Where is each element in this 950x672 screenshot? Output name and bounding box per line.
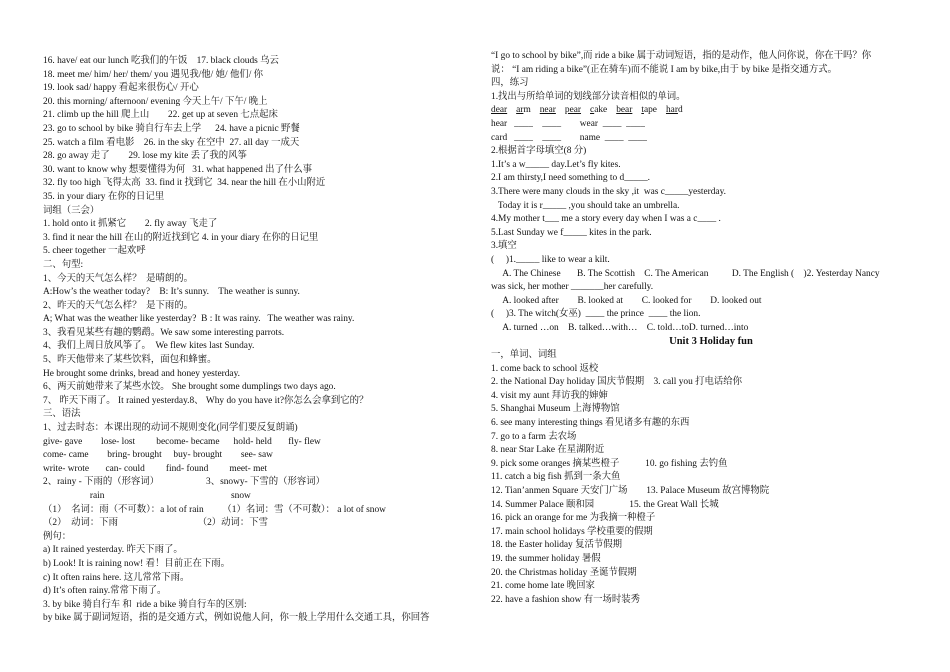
text-line: 3、我看见某些有趣的鹦鹉。We saw some interesting parrots. xyxy=(43,327,285,338)
fill-in-lines xyxy=(491,159,931,241)
text-line: 3. by bike 骑自行车 和 ride a bike 骑自行车的区别: xyxy=(43,599,247,610)
text-line: d) It’s often rainy.常常下雨了。 xyxy=(43,586,167,597)
practice-word: pear xyxy=(564,105,582,116)
practice-word: cake xyxy=(590,105,608,116)
text-line: c) It often rains here. 这儿常常下雨。 xyxy=(43,572,190,583)
text-line: 16. have/ eat our lunch 吃我们的午饭 17. black clouds 乌云 xyxy=(43,56,279,66)
unit-title: Unit 3 Holiday fun xyxy=(669,336,753,348)
choice-line: was sick, her mother _______her carefully. xyxy=(491,282,654,293)
text-line: A; What was the weather like yesterday? B : It was rainy. The weather was rainy. xyxy=(43,314,355,325)
vocab-lines xyxy=(491,363,931,608)
text-line: A:How’s the weather today? B: It’s sunny. The weather is sunny. xyxy=(43,287,300,298)
text-line: 18. meet me/ him/ her/ them/ you 遇见我/他/ 她/ 他们/ 你 xyxy=(43,69,264,80)
fill-in-item: 3.There were many clouds in the sky ,it was c_____yesterday. xyxy=(491,186,727,197)
vocab-item: 6. see many interesting things 看见诸多有趣的东西 xyxy=(491,418,690,429)
question-2: 2.根据首字母填空(8 分) xyxy=(491,146,587,157)
text-line: 2、昨天的天气怎么样？ 是下雨的。 xyxy=(43,300,194,311)
vocab-item: 20. the Christmas holiday 圣诞节假期 xyxy=(491,567,637,578)
vocab-item: 5. Shanghai Museum 上海博物馆 xyxy=(491,404,620,415)
practice-word: tape xyxy=(641,105,657,116)
fill-in-item: 2.I am thirsty,I need something to d_____. xyxy=(491,173,651,184)
vocab-item: 14. Summer Palace 颐和园 15. the Great Wall 长城 xyxy=(491,499,719,510)
practice-word: near xyxy=(539,105,556,116)
text-line: 21. climb up the hill 爬上山 22. get up at seven 七点起床 xyxy=(43,110,278,121)
left-lines xyxy=(43,55,473,626)
text-line: a) It rained yesterday. 昨天下雨了。 xyxy=(43,545,183,556)
text-line: 30. want to know why 想要懂得为何 31. what happened 出了什么事 xyxy=(43,164,312,175)
text-line: 7、 昨天下雨了。 It rained yesterday.8、 Why do you have it?你怎么会拿到它的？ xyxy=(43,395,369,406)
text-line: He brought some drinks, bread and honey yesterday. xyxy=(43,368,240,379)
practice-word: bear xyxy=(616,105,633,116)
text-line: 28. go away 走了 29. lose my kite 丢了我的风筝 xyxy=(43,151,247,162)
underlined-words-row xyxy=(491,104,931,118)
text-line: 20. this morning/ afternoon/ evening 今天上午/ 下午/ 晚上 xyxy=(43,96,268,107)
left-column xyxy=(43,55,473,626)
text-line: 32. fly too high 飞得太高 33. find it 找到它 34. near the hill 在小山附近 xyxy=(43,178,326,189)
right-column xyxy=(491,50,931,607)
vocab-item: 12. Tian’anmen Square 天安门广场 13. Palace Museum 故宫博物院 xyxy=(491,486,770,496)
text-line: （2） 动词：下雨 （2）动词：下雪 xyxy=(43,518,269,529)
text-line: give- gave lose- lost become- became hold- held fly- flew xyxy=(43,436,321,447)
choice-line: A. turned …on B. talked…with… C. told…toD. turned…into xyxy=(491,322,749,333)
vocab-item: 1. come back to school 返校 xyxy=(491,363,599,374)
vocab-item: 4. visit my aunt 拜访我的婶婶 xyxy=(491,390,608,401)
intro-line-1: “I go to school by bike”,而 ride a bike 属于动词短语，指的是动作，他人问你说，你在干吗？你 xyxy=(491,51,872,61)
choice-line: A. looked after B. looked at C. looked for D. looked out xyxy=(491,295,762,306)
text-line: 三、语法 xyxy=(43,409,81,420)
vocab-item: 22. have a fashion show 有一场时装秀 xyxy=(491,594,640,605)
text-line: 词组（三会） xyxy=(43,205,100,216)
practice-title: 四，练习 xyxy=(491,78,529,89)
text-line: 35. in your diary 在你的日记里 xyxy=(43,191,165,202)
text-line: 25. watch a film 看电影 26. in the sky 在空中 27. all day 一成天 xyxy=(43,137,300,148)
practice-word: arm xyxy=(516,105,531,116)
text-line: 二、句型: xyxy=(43,259,84,270)
text-line: 5. cheer together 一起欢呼 xyxy=(43,246,146,257)
text-line: 23. go to school by bike 骑自行车去上学 24. have a picnic 野餐 xyxy=(43,123,300,134)
text-line: 4、我们上周日放风筝了。 We flew kites last Sunday. xyxy=(43,341,255,352)
text-line: 3. find it near the hill 在山的附近找到它 4. in your diary 在你的日记里 xyxy=(43,232,319,243)
vocab-item: 2. the National Day holiday 国庆节假期 3. call you 打电话给你 xyxy=(491,377,743,388)
practice-word: dear xyxy=(491,105,508,116)
answer-row-hear: hear ____ ____ wear ____ ____ xyxy=(491,118,645,129)
vocab-heading: 一，单词、词组 xyxy=(491,350,557,361)
text-line: 1. hold onto it 抓紧它 2. fly away 飞走了 xyxy=(43,219,218,230)
fill-in-item: 1.It’s a w_____ day.Let’s fly kites. xyxy=(491,159,621,170)
question-1: 1.找出与所给单词的划线部分读音相似的单词。 xyxy=(491,91,686,102)
text-line: write- wrote can- could find- found meet- met xyxy=(43,463,268,474)
text-line: by bike 属于副词短语，指的是交通方式，例如说他人问，你一般上学用什么交通工具，你回答 xyxy=(43,613,430,624)
practice-word: hard xyxy=(665,105,683,116)
answer-row-card: card ____ ____ name ____ ____ xyxy=(491,132,647,143)
text-line: b) Look! It is raining now! 看！目前正在下雨。 xyxy=(43,558,230,569)
text-line: 6、两天前她带来了某些水饺。 She brought some dumplings two days ago. xyxy=(43,382,336,393)
vocab-item: 16. pick an orange for me 为我摘一种橙子 xyxy=(491,513,656,524)
fill-in-item: 5.Last Sunday we f_____ kites in the park. xyxy=(491,227,652,238)
choice-line: A. The Chinese B. The Scottish C. The American D. The English ( )2. Yesterday Nancy xyxy=(491,268,880,279)
vocab-item: 19. the summer holiday 暑假 xyxy=(491,553,601,564)
text-line: 19. look sad/ happy 看起来很伤心/ 开心 xyxy=(43,83,199,94)
vocab-item: 9. pick some oranges 摘某些橙子 10. go fishing 去钓鱼 xyxy=(491,458,728,469)
text-line: 1、过去时态：本课出现的动词不规则变化(同学们要反复朗诵) xyxy=(43,423,298,434)
text-line: 例句： xyxy=(43,531,72,542)
intro-line-2: 说： “I am riding a bike”(正在骑车)而不能说 I am by bike,由于 by bike 是指交通方式。 xyxy=(491,64,838,75)
choice-line: ( )1._____ like to wear a kilt. xyxy=(491,254,610,265)
text-line: 2、rainy - 下雨的（形容词） 3、snowy- 下雪的（形容词） xyxy=(43,477,326,488)
vocab-item: 8. near Star Lake 在星湖附近 xyxy=(491,445,605,456)
text-line: 1、今天的天气怎么样？ 是晴朗的。 xyxy=(43,273,194,284)
multiple-choice-lines xyxy=(491,254,931,336)
vocab-item: 21. come home late 晚回家 xyxy=(491,581,595,592)
text-line: come- came bring- brought buy- brought see- saw xyxy=(43,450,273,461)
vocab-item: 7. go to a farm 去农场 xyxy=(491,431,577,442)
text-line: （1） 名词：雨（不可数）：a lot of rain （1）名词：雪（不可数）： a lot of snow xyxy=(43,504,386,515)
question-3: 3.填空 xyxy=(491,241,517,252)
fill-in-item: 4.My mother t___ me a story every day when I was a c____ . xyxy=(491,214,721,225)
text-line: rain snow xyxy=(43,491,251,501)
fill-in-item: Today it is r_____ ,you should take an umbrella. xyxy=(491,200,680,211)
vocab-item: 11. catch a big fish 抓到一条大鱼 xyxy=(491,472,621,483)
vocab-item: 18. the Easter holiday 复活节假期 xyxy=(491,540,622,551)
vocab-item: 17. main school holidays 学校重要的假期 xyxy=(491,526,653,537)
text-line: 5、昨天他带来了某些饮料，面包和蜂蜜。 xyxy=(43,355,217,366)
choice-line: ( )3. The witch(女巫) ____ the prince ____ the lion. xyxy=(491,309,701,320)
